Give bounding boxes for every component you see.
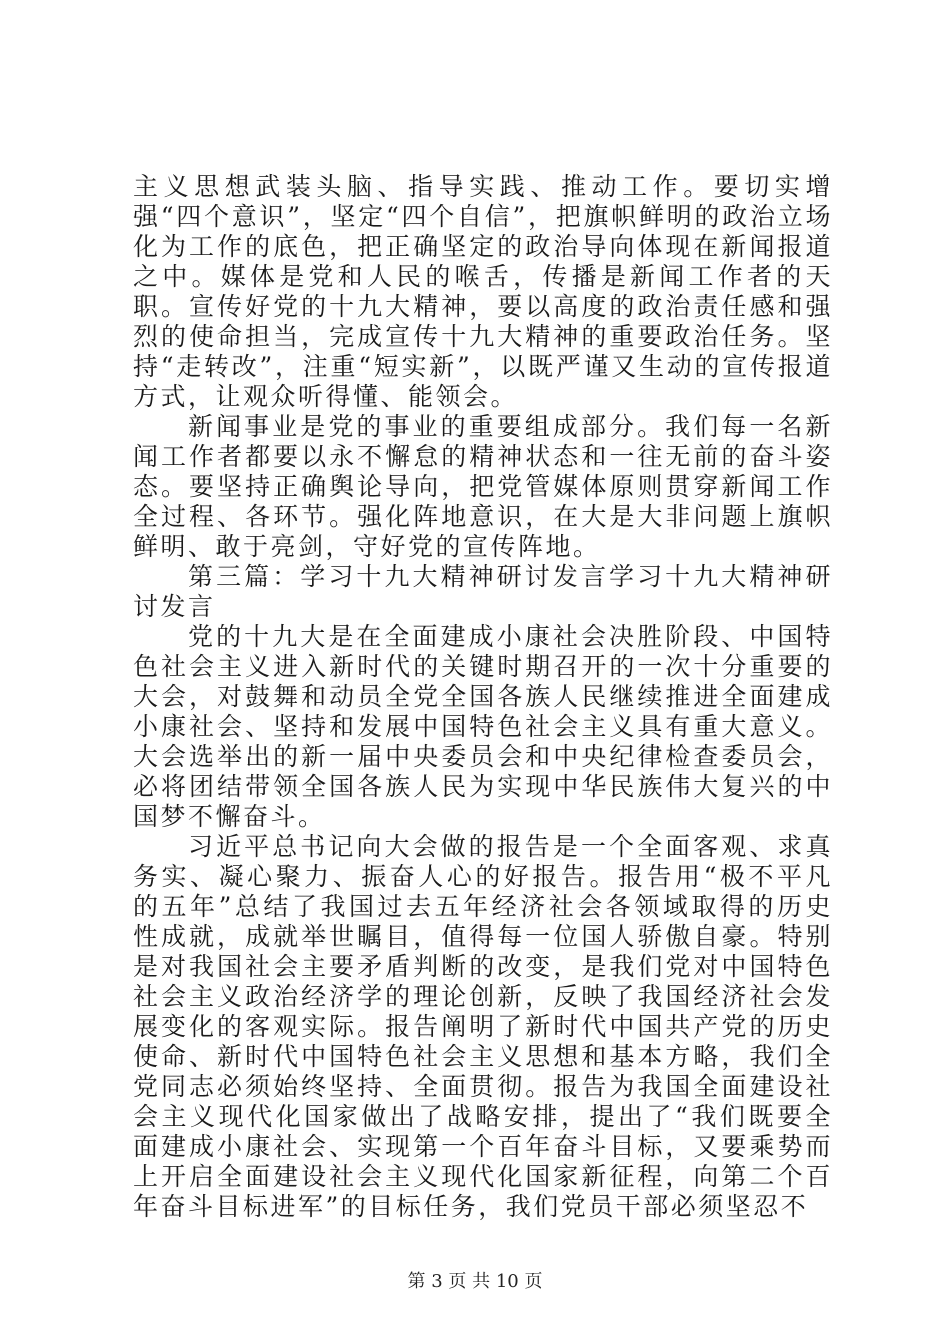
document-body bbox=[133, 172, 833, 1222]
paragraph-5: 习近平总书记向大会做的报告是一个全面客观、求真务实、凝心聚力、振奋人心的好报告。报告用“极不平凡的五年”总结了我国过去五年经济社会各领域取得的历史性成就，成就举世瞩目，值得每一位国人骄傲自豪。特别是对我国社会主要矛盾判断的改变，是我们党对中国特色社会主义政治经济学的理论创新，反映了我国经济社会发展变化的客观实际。报告阐明了新时代中国共产党的历史使命、新时代中国特色社会主义思想和基本方略，我们全党同志必须始终坚持、全面贯彻。报告为我国全面建设社会主义现代化国家做出了战略安排，提出了“我们既要全面建成小康社会、实现第一个百年奋斗目标，又要乘势而上开启全面建设社会主义现代化国家新征程，向第二个百年奋斗目标进军”的目标任务，我们党员干部必须坚忍不 bbox=[133, 832, 833, 1221]
paragraph-4: 党的十九大是在全面建成小康社会决胜阶段、中国特色社会主义进入新时代的关键时期召开的一次十分重要的大会，对鼓舞和动员全党全国各族人民继续推进全面建成小康社会、坚持和发展中国特色社会主义具有重大意义。大会选举出的新一届中央委员会和中央纪律检查委员会，必将团结带领全国各族人民为实现中华民族伟大复兴的中国梦不懈奋斗。 bbox=[133, 622, 833, 831]
page-number-footer: 第 3 页 共 10 页 bbox=[407, 1271, 543, 1292]
paragraph-1: 主义思想武装头脑、指导实践、推动工作。要切实增强“四个意识”，坚定“四个自信”，把旗帜鲜明的政治立场化为工作的底色，把正确坚定的政治导向体现在新闻报道之中。媒体是党和人民的喉舌，传播是新闻工作者的天职。宣传好党的十九大精神，要以高度的政治责任感和强烈的使命担当，完成宣传十九大精神的重要政治任务。坚持“走转改”，注重“短实新”，以既严谨又生动的宣传报道方式，让观众听得懂、能领会。 bbox=[133, 172, 833, 411]
section-heading: 第三篇：学习十九大精神研讨发言学习十九大精神研讨发言 bbox=[133, 562, 833, 621]
paragraph-2: 新闻事业是党的事业的重要组成部分。我们每一名新闻工作者都要以永不懈怠的精神状态和一往无前的奋斗姿态。要坚持正确舆论导向，把党管媒体原则贯穿新闻工作全过程、各环节。强化阵地意识，在大是大非问题上旗帜鲜明、敢于亮剑，守好党的宣传阵地。 bbox=[133, 412, 833, 561]
